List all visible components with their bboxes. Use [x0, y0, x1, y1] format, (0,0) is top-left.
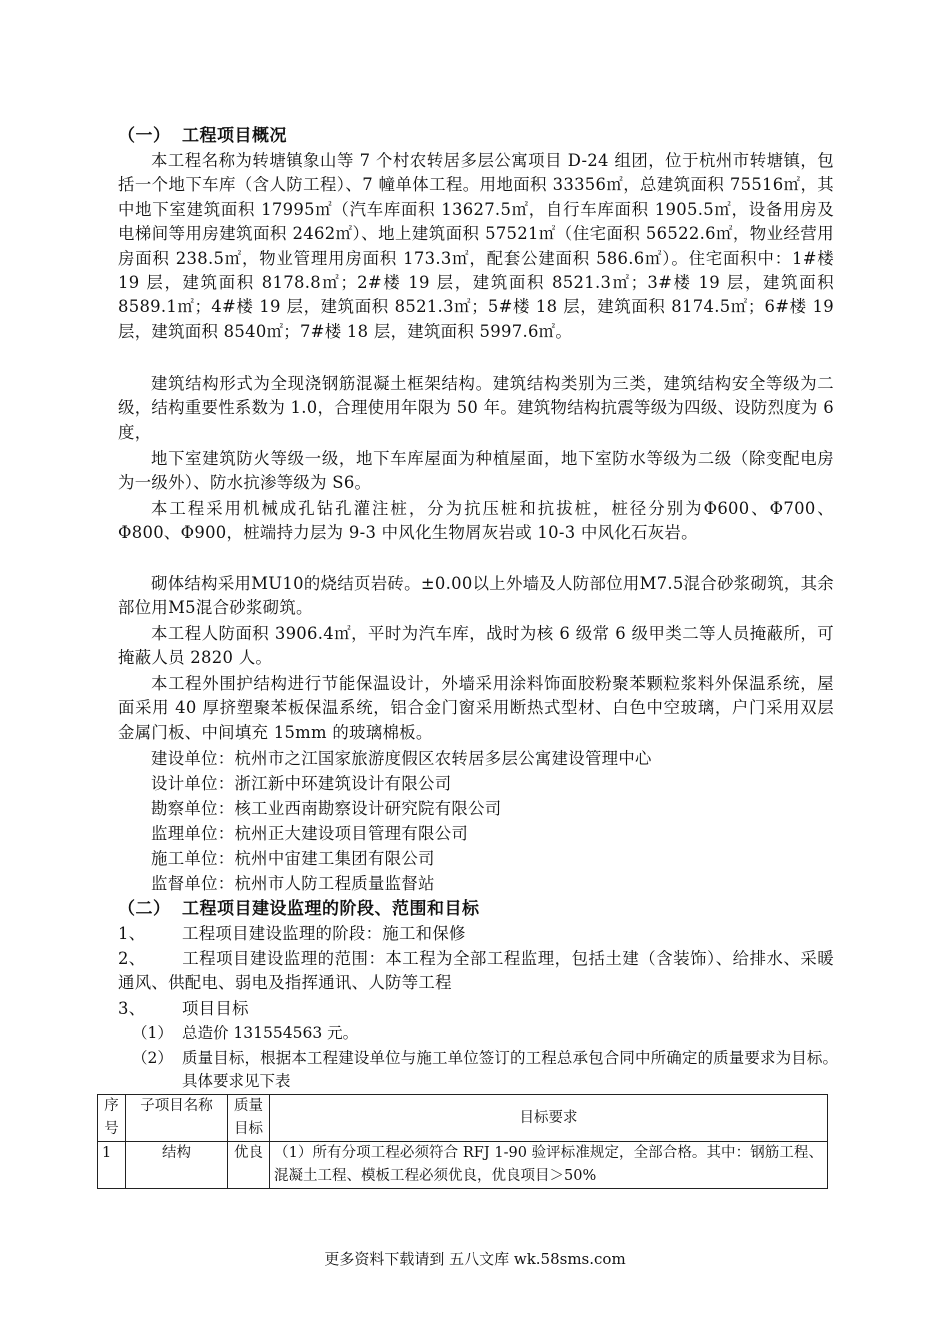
header-cell-quality: 质量目标 — [228, 1095, 270, 1142]
table-cell: 1 — [98, 1142, 126, 1189]
list-item-num: 1、 — [118, 924, 146, 943]
header-cell-requirement: 目标要求 — [270, 1095, 828, 1142]
section1-heading — [118, 124, 287, 148]
sub-item-quality — [132, 1047, 838, 1092]
paragraph-overview: 本工程名称为转塘镇象山等 7 个村农转居多层公寓项目 D-24 组团，位于杭州市转塘镇，包括一个地下车库（含人防工程）、7 幢单体工程。用地面积 33356㎡，总建筑面积 75516㎡，其中地下室建筑面积 17995㎡（汽车库面积 13627.5㎡，自行车库面积 1905.5㎡，设备用房及电梯间等用房建筑面积 2462㎡）、地上建筑面积 57521㎡（住宅面积 56522.6㎡，物业经营用房面积 238.5㎡，物业管理用房面积 173.3㎡，配套公建面积 586.6㎡）。住宅面积中：1#楼 19 层，建筑面积 8178.8㎡；2#楼 19 层，建筑面积 8521.3㎡；3#楼 19 层，建筑面积 8589.1㎡；4#楼 19 层，建筑面积 8521.3㎡；5#楼 18 层，建筑面积 8174.5㎡；6#楼 19 层，建筑面积 8540㎡；7#楼 18 层，建筑面积 5997.6㎡。 — [118, 151, 834, 341]
section2-heading-text: 工程项目建设监理的阶段、范围和目标 — [182, 899, 480, 919]
list-item-text: 项目目标 — [182, 999, 249, 1018]
list-item-num: 3、 — [118, 999, 146, 1018]
paragraph-masonry: 砌体结构采用MU10的烧结页岩砖。±0.00以上外墙及人防部位用M7.5混合砂浆砌筑，其余部位用M5混合砂浆砌筑。 — [118, 574, 834, 618]
unit-construction: 施工单位：杭州中宙建工集团有限公司 — [151, 849, 435, 868]
section1-heading-text: 工程项目概况 — [182, 126, 287, 146]
sub-item-num: （1） — [132, 1024, 173, 1042]
list-item-text: 工程项目建设监理的阶段：施工和保修 — [182, 924, 466, 943]
paragraph-civil-defense: 本工程人防面积 3906.4㎡，平时为汽车库，战时为核 6 级常 6 级甲类二等人员掩蔽所，可掩蔽人员 2820 人。 — [118, 624, 834, 668]
sub-item-num: （2） — [132, 1049, 173, 1067]
unit-design: 设计单位：浙江新中环建筑设计有限公司 — [151, 774, 452, 793]
sub-item-text: 总造价 131554563 元。 — [182, 1024, 359, 1042]
unit-supervision: 监理单位：杭州正大建设项目管理有限公司 — [151, 824, 469, 843]
paragraph-piles: 本工程采用机械成孔钻孔灌注桩，分为抗压桩和抗拔桩，桩径分别为Φ600、Φ700、Φ800、Φ900，桩端持力层为 9-3 中风化生物屑灰岩或 10-3 中风化石灰岩。 — [118, 499, 834, 543]
paragraph-structure: 建筑结构形式为全现浇钢筋混凝土框架结构。建筑结构类别为三类，建筑结构安全等级为二级，结构重要性系数为 1.0，合理使用年限为 50 年。建筑物结构抗震等级为四级、设防烈度为 6 度， — [118, 374, 834, 442]
quality-goal-table — [97, 1094, 828, 1189]
header-cell-index: 序号 — [98, 1095, 126, 1142]
table-cell: 优良 — [228, 1142, 270, 1189]
list-item — [118, 922, 834, 946]
list-item-num: 2、 — [118, 949, 146, 968]
table-cell: 结构 — [126, 1142, 228, 1189]
list-item — [118, 947, 834, 996]
sub-item-text: 质量目标，根据本工程建设单位与施工单位签订的工程总承包合同中所确定的质量要求为目标。具体要求见下表 — [182, 1049, 838, 1090]
section2-heading — [118, 897, 480, 921]
list-item-text: 工程项目建设监理的范围：本工程为全部工程监理，包括土建（含装饰）、给排水、采暖通风、供配电、弱电及指挥通讯、人防等工程 — [118, 949, 834, 993]
page-footer: 更多资料下载请到 五八文库 wk.58sms.com — [324, 1250, 626, 1268]
section1-heading-num: （一） — [118, 126, 171, 146]
table-header-row — [98, 1095, 828, 1142]
unit-survey: 勘察单位：核工业西南勘察设计研究院有限公司 — [151, 799, 502, 818]
paragraph-fire-waterproof: 地下室建筑防火等级一级，地下车库屋面为种植屋面，地下室防水等级为二级（除变配电房为一级外）、防水抗渗等级为 S6。 — [118, 449, 834, 493]
paragraph-insulation: 本工程外围护结构进行节能保温设计，外墙采用涂料饰面胶粉聚苯颗粒浆料外保温系统，屋面采用 40 厚挤塑聚苯板保温系统，铝合金门窗采用断热式型材、白色中空玻璃，户门采用双层金属门板、中间填充 15mm 的玻璃棉板。 — [118, 674, 834, 742]
unit-quality-station: 监督单位：杭州市人防工程质量监督站 — [151, 874, 435, 893]
table-cell: （1）所有分项工程必须符合 RFJ 1-90 验评标准规定，全部合格。其中：钢筋工程、混凝土工程、模板工程必须优良，优良项目＞50% — [270, 1142, 828, 1189]
unit-owner: 建设单位：杭州市之江国家旅游度假区农转居多层公寓建设管理中心 — [151, 749, 652, 768]
header-cell-subproject: 子项目名称 — [126, 1095, 228, 1142]
table-row — [98, 1142, 828, 1189]
sub-item-cost — [132, 1022, 358, 1045]
list-item — [118, 997, 834, 1021]
section2-heading-num: （二） — [118, 899, 171, 919]
